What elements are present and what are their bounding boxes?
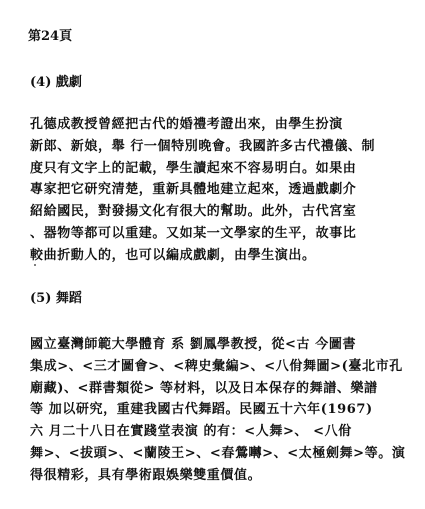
paragraph-line: 集成>、<三才圖會>、<稗史彙編>、<八佾舞圖>(臺北市孔 — [30, 358, 403, 374]
paragraph-line: 較曲折動人的，也可以編成戲劇，由學生演出。 — [30, 247, 316, 263]
section-body-drama — [30, 114, 405, 267]
paragraph-line: 紹給國民，對發揚文化有很大的幫助。此外，古代宮室 — [30, 204, 357, 220]
paragraph-line: 新郎、新娘，舉 行一個特別晚會。我國許多古代禮儀、制 — [30, 138, 376, 154]
paragraph-line: 度只有文字上的記載，學生讀起來不容易明白。如果由 — [30, 160, 357, 176]
section-body-dance — [30, 334, 405, 487]
paragraph-line: 專家把它研究清楚，重新具體地建立起來，透過戲劇介 — [30, 182, 357, 198]
paragraph-line: 舞>、<拔頭>、<蘭陵王>、<春鶯囀>、<太極劍舞>等。演 — [30, 445, 406, 461]
paragraph-line: 、器物等都可以重建。又如某一文學家的生平，故事比 — [30, 225, 357, 241]
section-heading-dance: (5) 舞蹈 — [30, 291, 82, 306]
paragraph-line: 得很精彩，具有學術跟娛樂雙重價值。 — [30, 467, 262, 483]
page-number: 第24頁 — [28, 29, 73, 44]
paragraph-line: 六 月二十八日在實踐堂表演 的有：<人舞>、 <八佾 — [30, 424, 352, 440]
section-heading-drama: (4) 戲劇 — [30, 75, 82, 90]
paragraph-line: 等 加以研究，重建我國古代舞蹈。民國五十六年(1967) — [30, 402, 373, 418]
paragraph-line: 孔德成教授曾經把古代的婚禮考證出來，由學生扮演 — [30, 117, 343, 132]
stray-mark — [34, 264, 36, 266]
paragraph-line: 國立臺灣師範大學體育 系 劉鳳學教授，從<古 今圖書 — [30, 337, 357, 352]
paragraph-line: 廟藏)、<群書類從> 等材料，以及日本保存的舞譜、樂譜 — [30, 380, 378, 396]
